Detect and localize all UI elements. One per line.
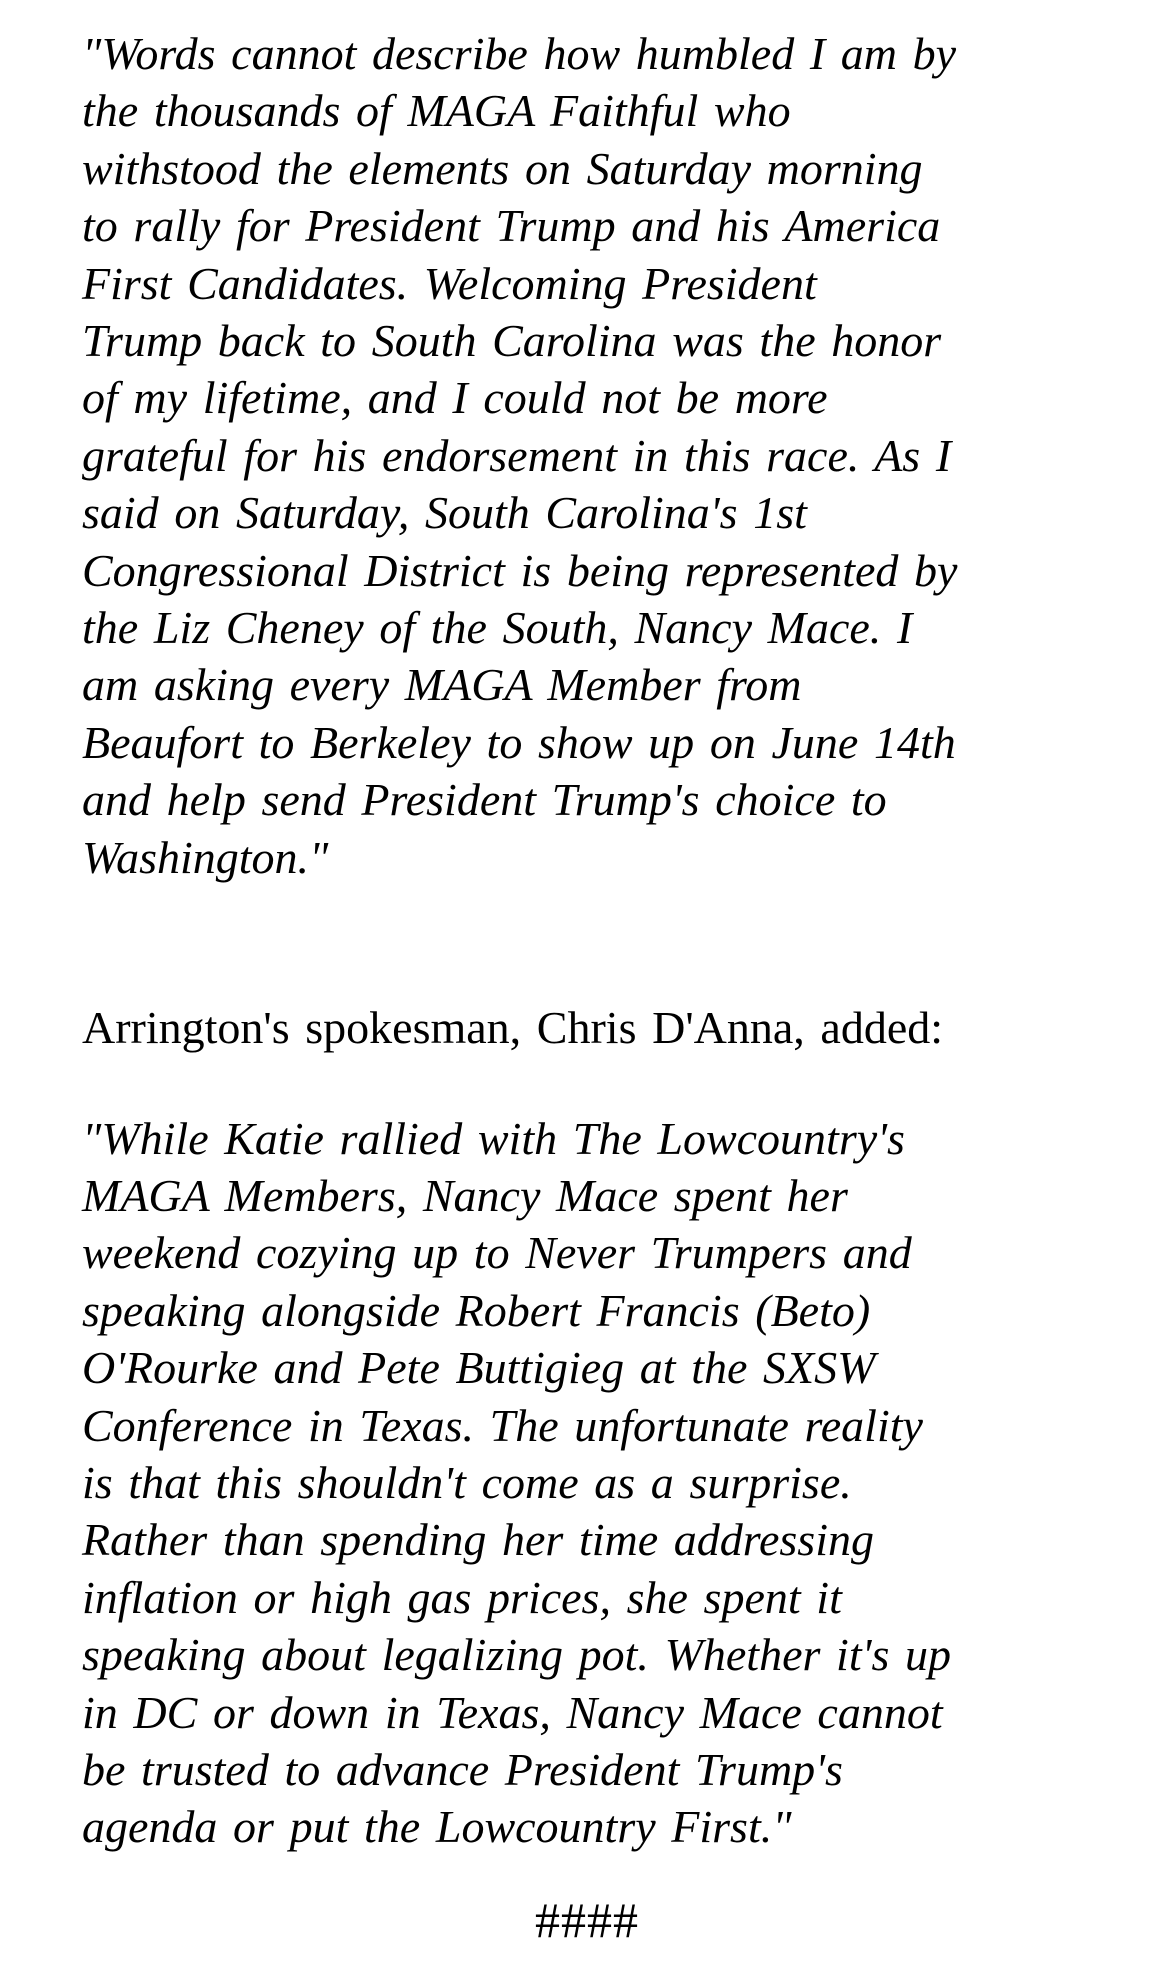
quote-line: am asking every MAGA Member from	[82, 659, 802, 711]
quote-line: grateful for his endorsement in this race. As I	[82, 429, 952, 481]
attribution-line: Arrington's spokesman, Chris D'Anna, added:	[82, 1002, 944, 1054]
press-release-quote-2	[82, 1110, 1092, 1856]
quote-line: Conference in Texas. The unfortunate reality	[82, 1399, 923, 1451]
quote-line: the thousands of MAGA Faithful who	[82, 85, 791, 137]
quote-line: "Words cannot describe how humbled I am by	[82, 28, 957, 79]
press-release-quote-1	[82, 25, 1092, 886]
quote-line: Beaufort to Berkeley to show up on June 14th	[82, 716, 956, 768]
quote-line: MAGA Members, Nancy Mace spent her	[82, 1169, 848, 1221]
quote-line: O'Rourke and Pete Buttigieg at the SXSW	[82, 1342, 876, 1394]
quote-line: be trusted to advance President Trump's	[82, 1743, 843, 1795]
quote-line: to rally for President Trump and his America	[82, 200, 941, 252]
quote-line: "While Katie rallied with The Lowcountry's	[82, 1112, 905, 1164]
quote-line: and help send President Trump's choice to	[82, 774, 887, 826]
quote-line: speaking alongside Robert Francis (Beto)	[82, 1284, 871, 1336]
quote-line: Congressional District is being represented by	[82, 544, 958, 596]
quote-line: speaking about legalizing pot. Whether it's up	[82, 1629, 951, 1681]
quote-line: Trump back to South Carolina was the honor	[82, 315, 942, 367]
quote-line: inflation or high gas prices, she spent it	[82, 1571, 842, 1623]
quote-line: agenda or put the Lowcountry First."	[82, 1801, 792, 1853]
quote-line: of my lifetime, and I could not be more	[82, 372, 828, 424]
quote-line: withstood the elements on Saturday morning	[82, 142, 923, 194]
quote-line: in DC or down in Texas, Nancy Mace cannot	[82, 1686, 943, 1738]
quote-line: First Candidates. Welcoming President	[82, 257, 817, 309]
quote-line: Rather than spending her time addressing	[82, 1514, 874, 1566]
quote-line: weekend cozying up to Never Trumpers and	[82, 1227, 912, 1279]
quote-line: said on Saturday, South Carolina's 1st	[82, 487, 807, 539]
quote-line: Washington."	[82, 831, 329, 883]
quote-line: is that this shouldn't come as a surprise.	[82, 1456, 852, 1508]
end-marker: ####	[535, 1891, 639, 1948]
quote-line: the Liz Cheney of the South, Nancy Mace. I	[82, 602, 913, 654]
